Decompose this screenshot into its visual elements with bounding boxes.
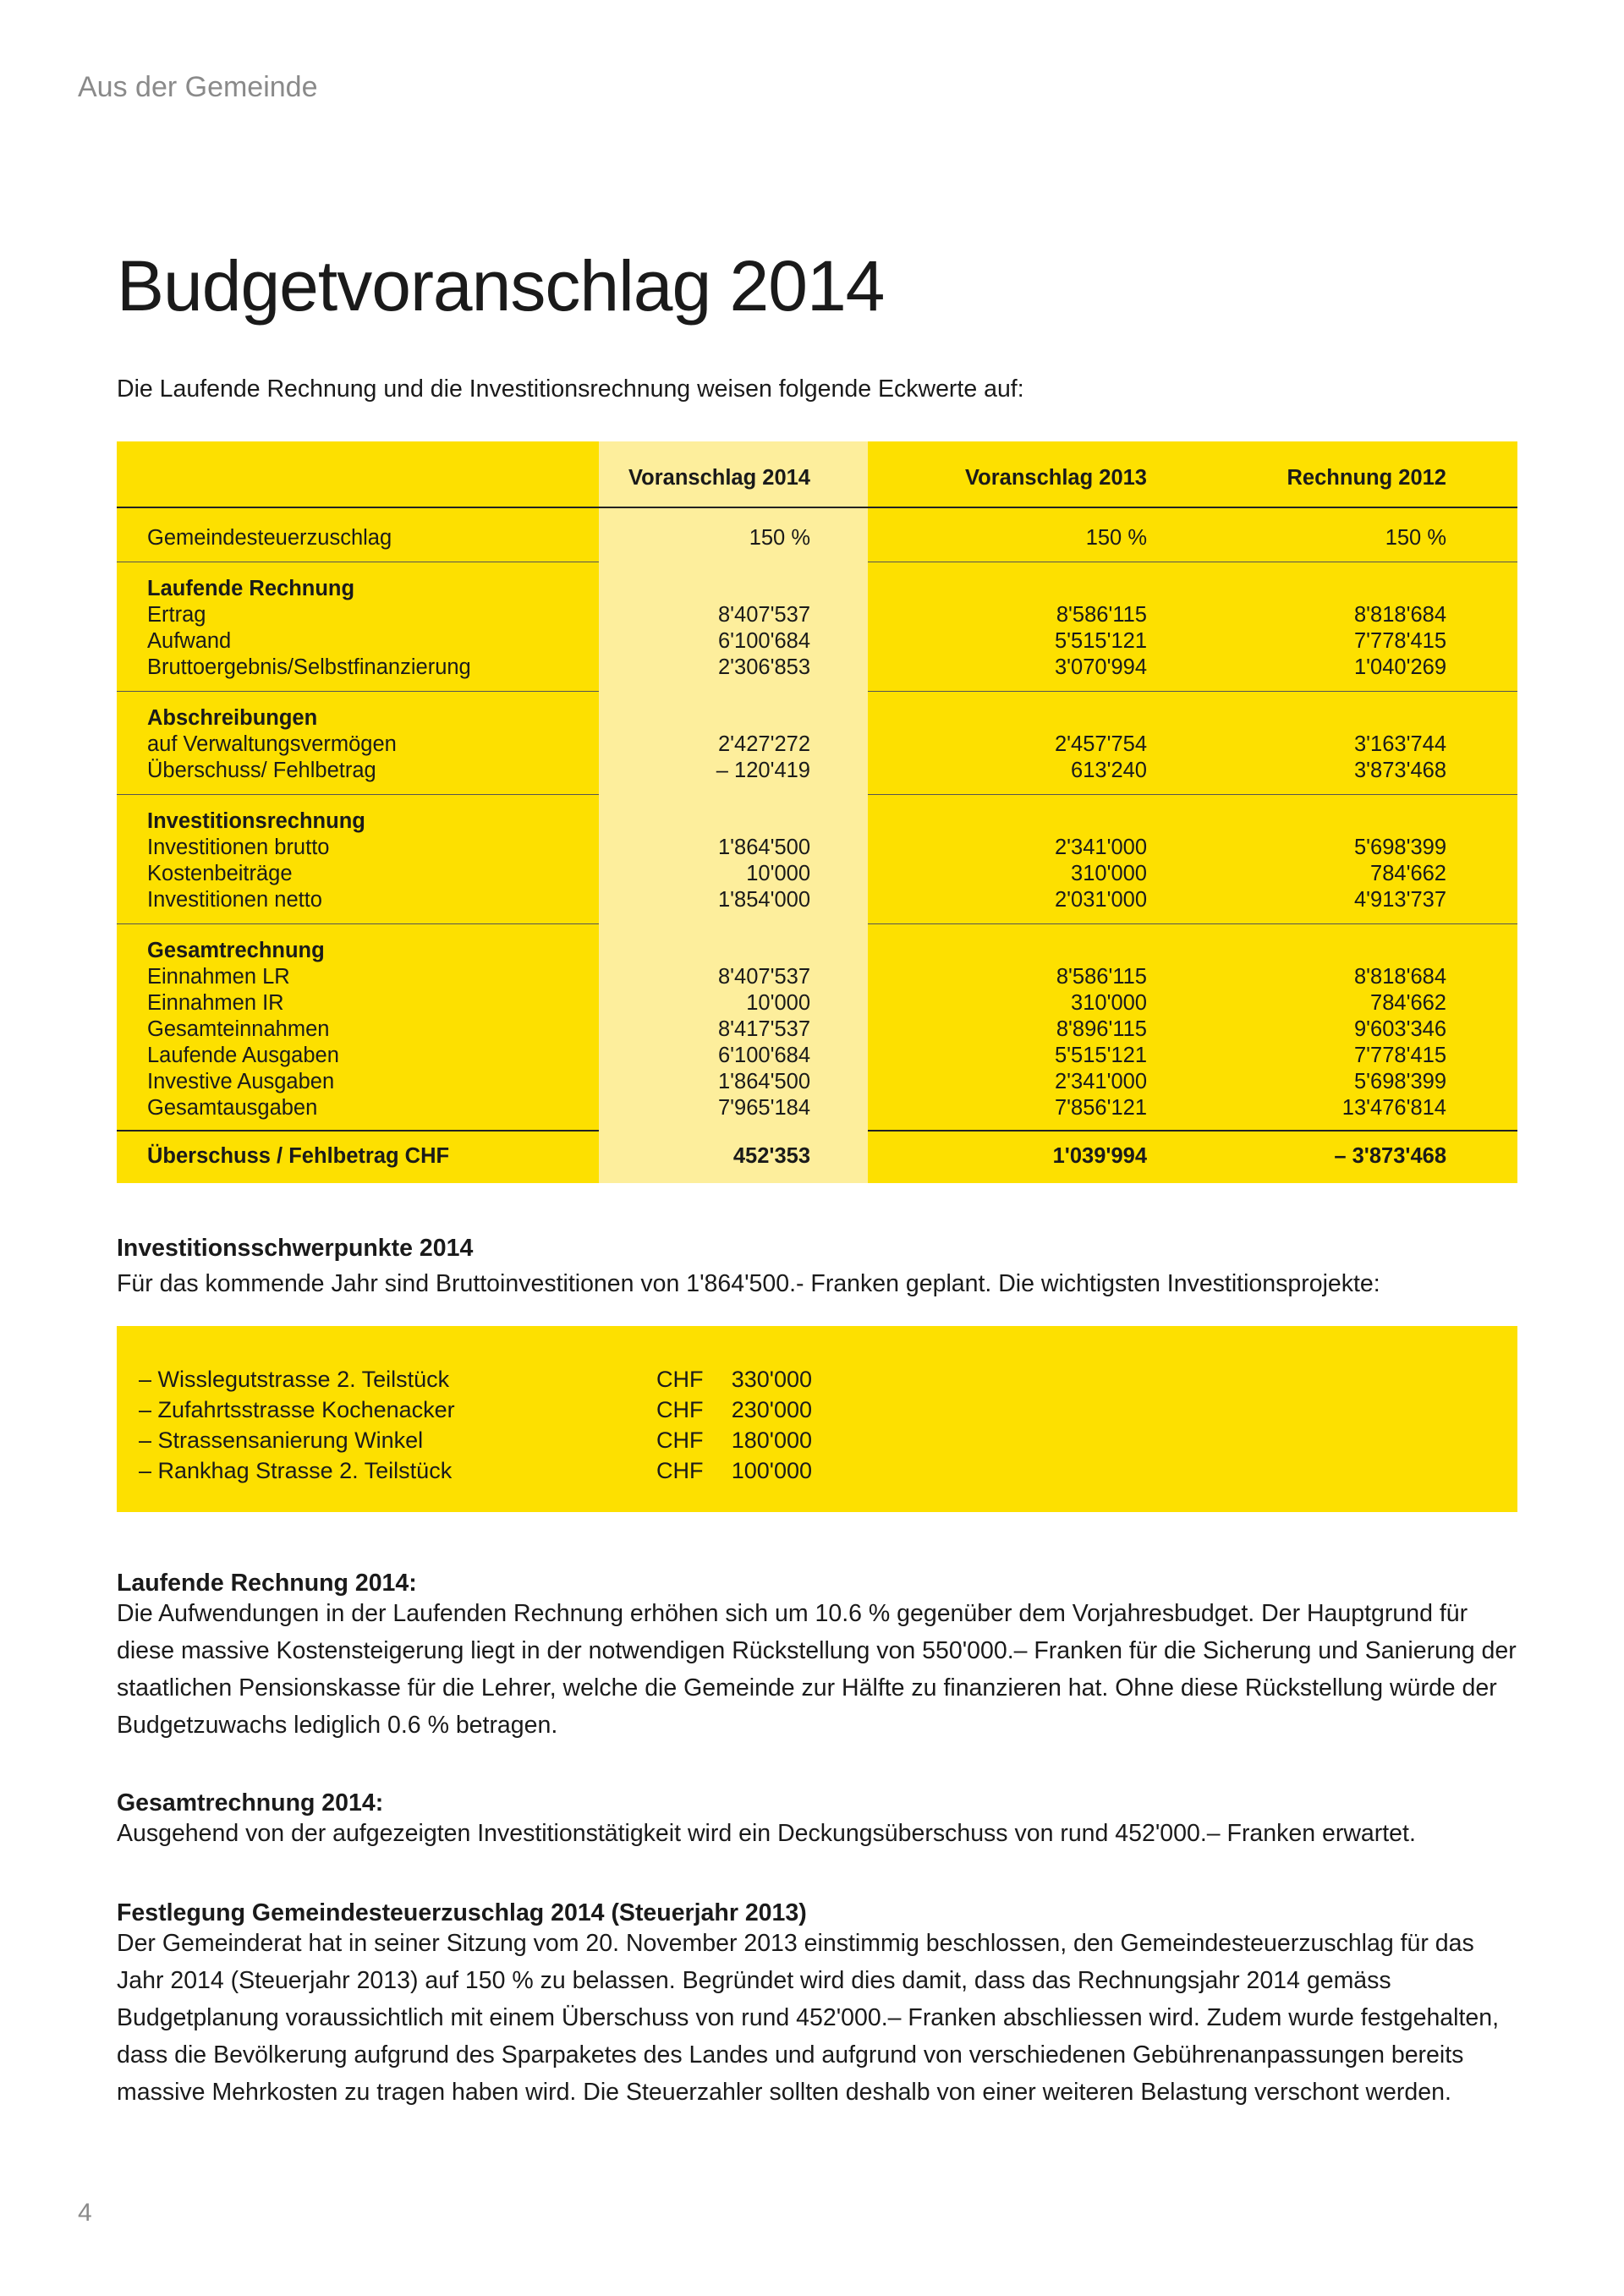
header-rechnung-2012: Rechnung 2012 bbox=[1287, 466, 1446, 490]
cell: 150 % bbox=[1085, 526, 1147, 550]
row-label: Investitionen brutto bbox=[147, 836, 330, 859]
cell: 6'100'684 bbox=[717, 1044, 810, 1067]
cell: 5'515'121 bbox=[1054, 629, 1147, 653]
project-amount: 330'000 bbox=[731, 1367, 812, 1392]
project-amount: 230'000 bbox=[731, 1397, 812, 1422]
cell: 3'873'468 bbox=[1353, 759, 1446, 782]
cell: 8'417'537 bbox=[717, 1017, 810, 1041]
cell: 8'407'537 bbox=[717, 965, 810, 989]
project-currency: CHF bbox=[656, 1458, 704, 1483]
abschreibungen-group bbox=[117, 692, 1517, 795]
row-label: Kostenbeiträge bbox=[147, 862, 293, 885]
cell: 1'854'000 bbox=[717, 888, 810, 912]
table-row bbox=[117, 732, 1517, 758]
cell: 1'864'500 bbox=[717, 1070, 810, 1093]
cell: 7'856'121 bbox=[1054, 1096, 1147, 1120]
row-label: auf Verwaltungsvermögen bbox=[147, 732, 397, 756]
group-title-row bbox=[117, 705, 1517, 732]
cell: 2'457'754 bbox=[1054, 732, 1147, 756]
group-title: Abschreibungen bbox=[147, 706, 318, 730]
cell: 2'341'000 bbox=[1054, 1070, 1147, 1093]
gesamt-2014-heading: Gesamtrechnung 2014: bbox=[117, 1789, 384, 1817]
project-currency: CHF bbox=[656, 1397, 704, 1422]
table-row bbox=[117, 990, 1517, 1016]
cell: – 3'873'468 bbox=[1334, 1144, 1446, 1168]
table-header-row bbox=[117, 441, 1517, 508]
project-name: – Rankhag Strasse 2. Teilstück bbox=[139, 1458, 453, 1483]
group-title-row bbox=[117, 808, 1517, 835]
project-currency: CHF bbox=[656, 1367, 704, 1392]
cell: 5'698'399 bbox=[1353, 836, 1446, 859]
cell: 784'662 bbox=[1370, 991, 1446, 1015]
cell: 9'603'346 bbox=[1353, 1017, 1446, 1041]
row-label: Investive Ausgaben bbox=[147, 1070, 335, 1093]
row-label: Überschuss/ Fehlbetrag bbox=[147, 759, 376, 782]
table-row bbox=[117, 861, 1517, 887]
laufende-2014-heading: Laufende Rechnung 2014: bbox=[117, 1570, 417, 1597]
total-row bbox=[117, 1132, 1517, 1183]
page-title: Budgetvoranschlag 2014 bbox=[117, 246, 885, 326]
cell: 13'476'814 bbox=[1341, 1096, 1446, 1120]
cell: 10'000 bbox=[746, 862, 810, 885]
cell: 10'000 bbox=[746, 991, 810, 1015]
steuer-2014-text: Der Gemeinderat hat in seiner Sitzung vom 20. November 2013 einstimmig beschlossen, den Gemeindesteuerzuschlag für das Jahr 2014 (Steuerjahr 2013) auf 150 % zu belassen. Begründet wird dies damit, dass das Rechnungsjahr 2014 gemäss Budgetplanung voraussichtlich mit einem Überschuss von rund 452'000.– Franken abschliessen wird. Zudem wurde festgehalten, dass die Bevölkerung aufgrund des Sparpaketes des Landes und aufgrund von verschiedenen Gebührenanpassungen bereits massive Mehrkosten zu tragen haben wird. Die Steuerzahler sollten deshalb von einer weiteren Belastung verschont werden. bbox=[117, 1930, 1500, 2106]
cell: 1'864'500 bbox=[717, 836, 810, 859]
cell: 2'341'000 bbox=[1054, 836, 1147, 859]
group-title: Gesamtrechnung bbox=[147, 939, 325, 962]
cell: 2'031'000 bbox=[1054, 888, 1147, 912]
header-voranschlag-2014: Voranschlag 2014 bbox=[628, 466, 810, 490]
budget-table bbox=[117, 441, 1517, 1183]
cell: 8'586'115 bbox=[1056, 965, 1147, 989]
cell: 8'896'115 bbox=[1056, 1017, 1147, 1041]
row-label: Überschuss / Fehlbetrag CHF bbox=[147, 1144, 450, 1168]
row-label: Gemeindesteuerzuschlag bbox=[147, 526, 392, 550]
table-row bbox=[117, 1095, 1517, 1121]
table-row bbox=[117, 758, 1517, 784]
cell: 7'778'415 bbox=[1353, 1044, 1446, 1067]
invest-projects-box bbox=[117, 1326, 1517, 1512]
row-label: Einnahmen LR bbox=[147, 965, 290, 989]
cell: 6'100'684 bbox=[717, 629, 810, 653]
header-voranschlag-2013: Voranschlag 2013 bbox=[965, 466, 1147, 490]
cell: 310'000 bbox=[1071, 862, 1147, 885]
laufende-group bbox=[117, 562, 1517, 692]
cell: 150 % bbox=[1385, 526, 1446, 550]
group-title: Laufende Rechnung bbox=[147, 577, 355, 600]
table-row bbox=[117, 1069, 1517, 1095]
row-label: Einnahmen IR bbox=[147, 991, 284, 1015]
group-title-row bbox=[117, 938, 1517, 964]
gesamt-group bbox=[117, 924, 1517, 1132]
project-currency: CHF bbox=[656, 1427, 704, 1453]
page-number: 4 bbox=[78, 2199, 92, 2227]
cell: 8'586'115 bbox=[1056, 603, 1147, 627]
row-label: Bruttoergebnis/Selbstfinanzierung bbox=[147, 655, 471, 679]
invest-heading: Investitionsschwerpunkte 2014 bbox=[117, 1235, 474, 1262]
table-row bbox=[117, 887, 1517, 913]
cell: – 120'419 bbox=[716, 759, 810, 782]
row-label: Gesamtausgaben bbox=[147, 1096, 318, 1120]
cell: 4'913'737 bbox=[1353, 888, 1446, 912]
cell: 784'662 bbox=[1370, 862, 1446, 885]
steuer-2014-heading: Festlegung Gemeindesteuerzuschlag 2014 (Steuerjahr 2013) bbox=[117, 1899, 807, 1926]
row-label: Aufwand bbox=[147, 629, 232, 653]
cell: 452'353 bbox=[732, 1144, 810, 1168]
cell: 5'698'399 bbox=[1353, 1070, 1446, 1093]
cell: 5'515'121 bbox=[1054, 1044, 1147, 1067]
group-title: Investitionsrechnung bbox=[147, 809, 365, 833]
cell: 7'965'184 bbox=[717, 1096, 810, 1120]
table-row bbox=[117, 1016, 1517, 1043]
group-title-row bbox=[117, 576, 1517, 602]
gesamt-2014-text: Ausgehend von der aufgezeigten Investitionstätigkeit wird ein Deckungsüberschuss von rund 452'000.– Franken erwartet. bbox=[117, 1820, 1416, 1847]
cell: 1'040'269 bbox=[1353, 655, 1446, 679]
project-name: – Wisslegutstrasse 2. Teilstück bbox=[139, 1367, 450, 1392]
cell: 8'818'684 bbox=[1353, 603, 1446, 627]
project-amount: 100'000 bbox=[731, 1458, 812, 1483]
cell: 150 % bbox=[749, 526, 810, 550]
cell: 613'240 bbox=[1071, 759, 1147, 782]
cell: 2'427'272 bbox=[717, 732, 810, 756]
project-name: – Zufahrtsstrasse Kochenacker bbox=[139, 1397, 455, 1422]
table-row bbox=[117, 835, 1517, 861]
project-amount: 180'000 bbox=[731, 1427, 812, 1453]
cell: 7'778'415 bbox=[1353, 629, 1446, 653]
table-row bbox=[117, 1043, 1517, 1069]
cell: 1'039'994 bbox=[1052, 1144, 1147, 1168]
list-item bbox=[139, 1397, 812, 1423]
intro-text: Die Laufende Rechnung und die Investitionsrechnung weisen folgende Eckwerte auf: bbox=[117, 375, 1024, 403]
row-label: Investitionen netto bbox=[147, 888, 322, 912]
section-label: Aus der Gemeinde bbox=[78, 71, 318, 103]
table-row bbox=[117, 964, 1517, 990]
list-item bbox=[139, 1367, 812, 1393]
cell: 3'163'744 bbox=[1353, 732, 1446, 756]
table-row bbox=[117, 602, 1517, 628]
list-item bbox=[139, 1458, 812, 1484]
row-label: Ertrag bbox=[147, 603, 206, 627]
invest-text: Für das kommende Jahr sind Bruttoinvestitionen von 1'864'500.- Franken geplant. Die wichtigsten Investitionsprojekte: bbox=[117, 1270, 1380, 1297]
cell: 8'407'537 bbox=[717, 603, 810, 627]
cell: 8'818'684 bbox=[1353, 965, 1446, 989]
cell: 3'070'994 bbox=[1054, 655, 1147, 679]
cell: 310'000 bbox=[1071, 991, 1147, 1015]
investition-group bbox=[117, 795, 1517, 924]
table-row bbox=[117, 655, 1517, 681]
row-label: Gesamteinnahmen bbox=[147, 1017, 330, 1041]
project-name: – Strassensanierung Winkel bbox=[139, 1427, 424, 1453]
row-label: Laufende Ausgaben bbox=[147, 1044, 339, 1067]
table-row bbox=[117, 525, 1517, 551]
laufende-2014-text: Die Aufwendungen in der Laufenden Rechnung erhöhen sich um 10.6 % gegenüber dem Vorjahresbudget. Der Hauptgrund für diese massive Kostensteigerung liegt in der notwendigen Rückstellung von 550'000.– Franken für die Sicherung und Sanierung der staatlichen Pensionskasse für die Lehrer, welche die Gemeinde zur Hälfte zu finanzieren hat. Ohne diese Rückstellung würde der Budgetzuwachs lediglich 0.6 % betragen. bbox=[117, 1600, 1517, 1739]
cell: 2'306'853 bbox=[717, 655, 810, 679]
table-row bbox=[117, 628, 1517, 655]
list-item bbox=[139, 1427, 812, 1454]
